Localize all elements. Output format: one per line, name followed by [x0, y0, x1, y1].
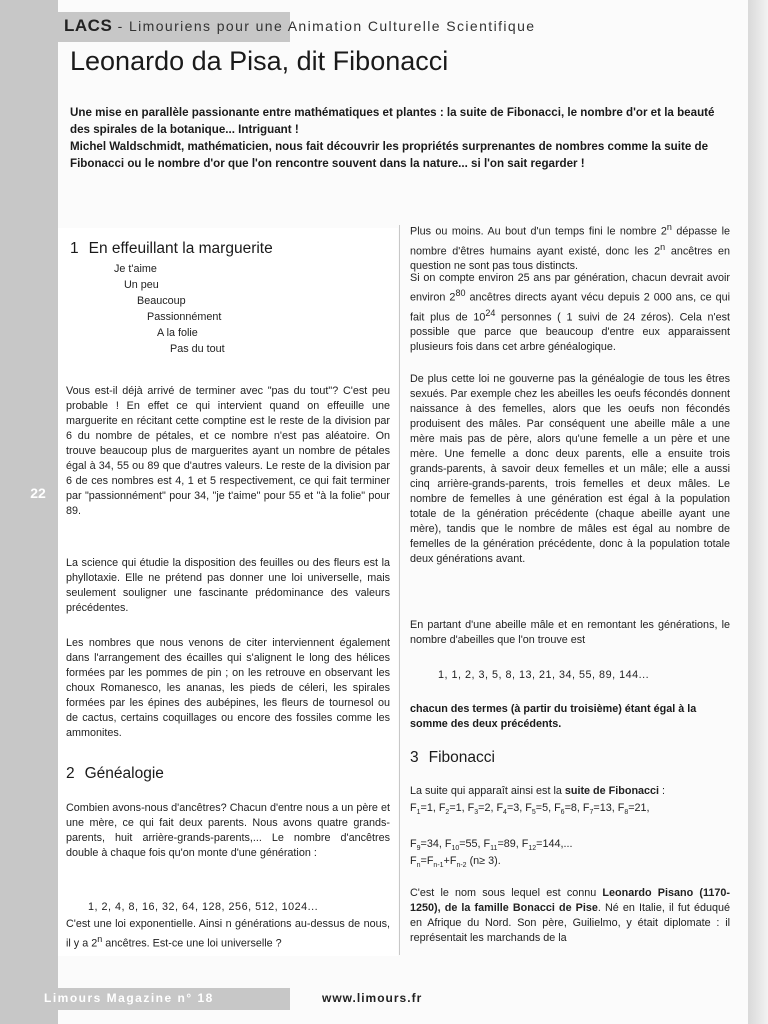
superscript: n [97, 934, 103, 944]
text-fragment: Plus ou moins. Au bout d'un temps fini le nombre 2 [410, 225, 667, 238]
section-2-paragraph-1: Combien avons-nous d'ancêtres? Chacun d'entre nous a un père et une mère, ce qui fait deux parents. Nous avons quatre grands-parents, huit arrière-grands-parents,... Le nombre d'ancêtres double à chaque fois qu'on monte d'une génération : [66, 802, 390, 859]
text-fragment: C'est une loi exponentielle. Ainsi n générations au-dessus de nous, il y a 2 [66, 918, 390, 950]
superscript: n [666, 222, 672, 232]
genealogy-conclusion: chacun des termes (à partir du troisième) étant égal à la somme des deux précédents. [410, 703, 697, 730]
section-1-title: En effeuillant la marguerite [88, 240, 273, 257]
poem-line: Pas du tout [170, 343, 225, 355]
poem-line: Beaucoup [137, 295, 186, 307]
superscript: 80 [455, 288, 466, 298]
section-2-number: 2 [66, 765, 75, 782]
genealogy-paragraph-1 [410, 220, 730, 274]
section-3-heading [410, 749, 495, 767]
header [64, 16, 535, 36]
section-1-number: 1 [70, 240, 79, 257]
page-edge-shadow [748, 0, 768, 1024]
poem-line: A la folie [157, 327, 198, 339]
text-bold: suite de Fibonacci [564, 785, 660, 797]
text-bold: Leonardo Pisano (1170-1250), de la famille Bonacci de Pise [410, 887, 730, 914]
superscript: n [660, 241, 666, 252]
intro [70, 104, 735, 172]
poem-line: Je t'aime [114, 263, 157, 275]
text-fragment: C'est le nom sous lequel est connu [410, 887, 603, 899]
text-fragment: personnes ( 1 suivi de 24 zéros). Cela n'est possible que parce que beaucoup d'entre eux apparaissent plusieurs fois dans cet arbre généalogique. [410, 311, 730, 354]
left-column [58, 228, 398, 956]
section-1-paragraph-2: La science qui étudie la disposition des feuilles ou des fleurs est la phyllotaxie. Elle ne prétend pas donner une loi universelle, mais seulement souligner une fascinante prédominance des valeurs précédentes. [66, 557, 390, 614]
page-title: Leonardo da Pisa, dit Fibonacci [70, 46, 449, 76]
header-subtitle: Limouriens pour une Animation Culturelle Scientifique [128, 18, 536, 34]
fibonacci-sequence: 1, 1, 2, 3, 5, 8, 13, 21, 34, 55, 89, 144... [438, 669, 650, 681]
header-separator: - [112, 18, 129, 34]
text-fragment: . Né en Italie, il fut éduqué en Afrique du Nord. Son père, Guilielmo, y était diplomate : il représentait les marchands de la [410, 902, 730, 944]
genealogy-paragraph-3: De plus cette loi ne gouverne pas la généalogie de tous les êtres sexués. Par exemple chez les abeilles les oeufs fécondés donnent naissance à des femelles, alors que les oeufs non fécondés produisent des mâles. Par conséquent une abeille mâle a une mère mais pas de père, alors qu'une femelle a un père et une mère. Une femelle a donc deux parents, elle a ensuite trois grands-parents, à savoir deux femelles et un mâle; elle a aussi cinq arrière-grands-parents, trois femelles et deux mâles. Le nombre de femelles à une génération est égal à la population totale de la génération précédente (chaque abeille ayant une mère), tandis que le nombre de mâles est égal au nombre de femelles de la génération précédente, donc à la population totale deux générations avant. [410, 373, 730, 565]
section-3-paragraph-2 [410, 886, 730, 946]
intro-line-1: Une mise en parallèle passionante entre mathématiques et plantes : la suite de Fibonacci, le nombre d'or et la beauté des spirales de la botanique... Intriguant ! [70, 106, 715, 136]
poem [58, 261, 225, 357]
text-fragment: La suite qui apparaît ainsi est la [410, 785, 565, 797]
section-3-number: 3 [410, 749, 419, 766]
header-brand: LACS [64, 16, 113, 35]
footer-magazine: Limours Magazine n° 18 [44, 991, 214, 1005]
intro-line-2: Michel Waldschmidt, mathématicien, nous fait découvrir les propriétés surprenantes de nombres comme la suite de Fibonacci ou le nombre d'or que l'on rencontre souvent dans la nature... si l'on sait regarder ! [70, 140, 709, 170]
footer-url[interactable]: www.limours.fr [322, 991, 423, 1005]
section-1-paragraph-3: Les nombres que nous venons de citer interviennent également dans l'arrangement des écailles qui s'alignent le long des hélices formées par les pommes de pin ; on les retrouve en observant les choux Romanesco, les ananas, les pieds de céleri, les spirales formées par les épines des aubépines, les fleurs de tournesol ou de cactus, certains coquillages ou encore des fossiles comme les ammonites. [66, 637, 390, 739]
page-number: 22 [18, 470, 58, 516]
text-fragment: ancêtres directs ayant vécu depuis 2 000 ans, ce qui fait plus de 10 [410, 291, 731, 324]
fibonacci-recurrence: $F_n=F_{n-1}+F_{n-2}$ (n≥ 3). [410, 855, 501, 870]
column-divider [399, 225, 400, 955]
genealogy-paragraph-4: En partant d'une abeille mâle et en remontant les générations, le nombre d'abeilles que l'on trouve est [410, 619, 730, 646]
ancestor-sequence: 1, 2, 4, 8, 16, 32, 64, 128, 256, 512, 1024... [88, 901, 319, 913]
section-3-title: Fibonacci [428, 749, 495, 766]
fibonacci-terms-line-1: $F_1=1$, $F_2=1$, $F_3=2$, $F_4=3$, $F_5=5$, $F_6=8$, $F_7=13$, $F_8=21$, [410, 802, 650, 817]
section-2-heading [66, 765, 164, 783]
superscript: 24 [485, 307, 496, 318]
text-fragment: ancêtres en question ne sont pas tous distincts. [410, 245, 730, 273]
text-fragment: Si on compte environ 25 ans par génération, chacun devrait avoir environ 2 [410, 272, 730, 304]
section-2-paragraph-2 [66, 917, 390, 952]
text-fragment: : [659, 785, 666, 797]
section-1-paragraph-1: Vous est-il déjà arrivé de terminer avec "pas du tout"? C'est peu probable ! En effet ce qui intervient quand on effeuille une marguerite en récitant cette comptine est le reste de la division par 6 du nombre de pétales, et ce nombre n'est pas aléatoire. On trouve beaucoup plus de marguerites ayant un nombre de pétales égal à 34, 55 ou 89 que d'autres valeurs. Le reste de la division par 6 de ces nombres est 4, 1 et 5 respectivement, ce qui fait terminer par "passionnément" pour 34, "je t'aime" pour 55 et "à la folie" pour 89. [66, 385, 390, 517]
poem-line: Passionnément [147, 311, 222, 323]
section-1-heading [70, 240, 273, 258]
section-2-title: Généalogie [84, 765, 164, 782]
poem-line: Un peu [124, 279, 159, 291]
text-fragment: ancêtres. Est-ce une loi universelle ? [102, 937, 282, 950]
section-3-intro [410, 784, 730, 799]
genealogy-paragraph-2 [410, 271, 730, 355]
text-fragment: dépasse le nombre d'êtres humains ayant existé, donc les 2 [410, 225, 730, 258]
fibonacci-terms-line-2: $F_9=34$, $F_{10}=55$, $F_{11}=89$, $F_{12}=144$,... [410, 838, 573, 853]
